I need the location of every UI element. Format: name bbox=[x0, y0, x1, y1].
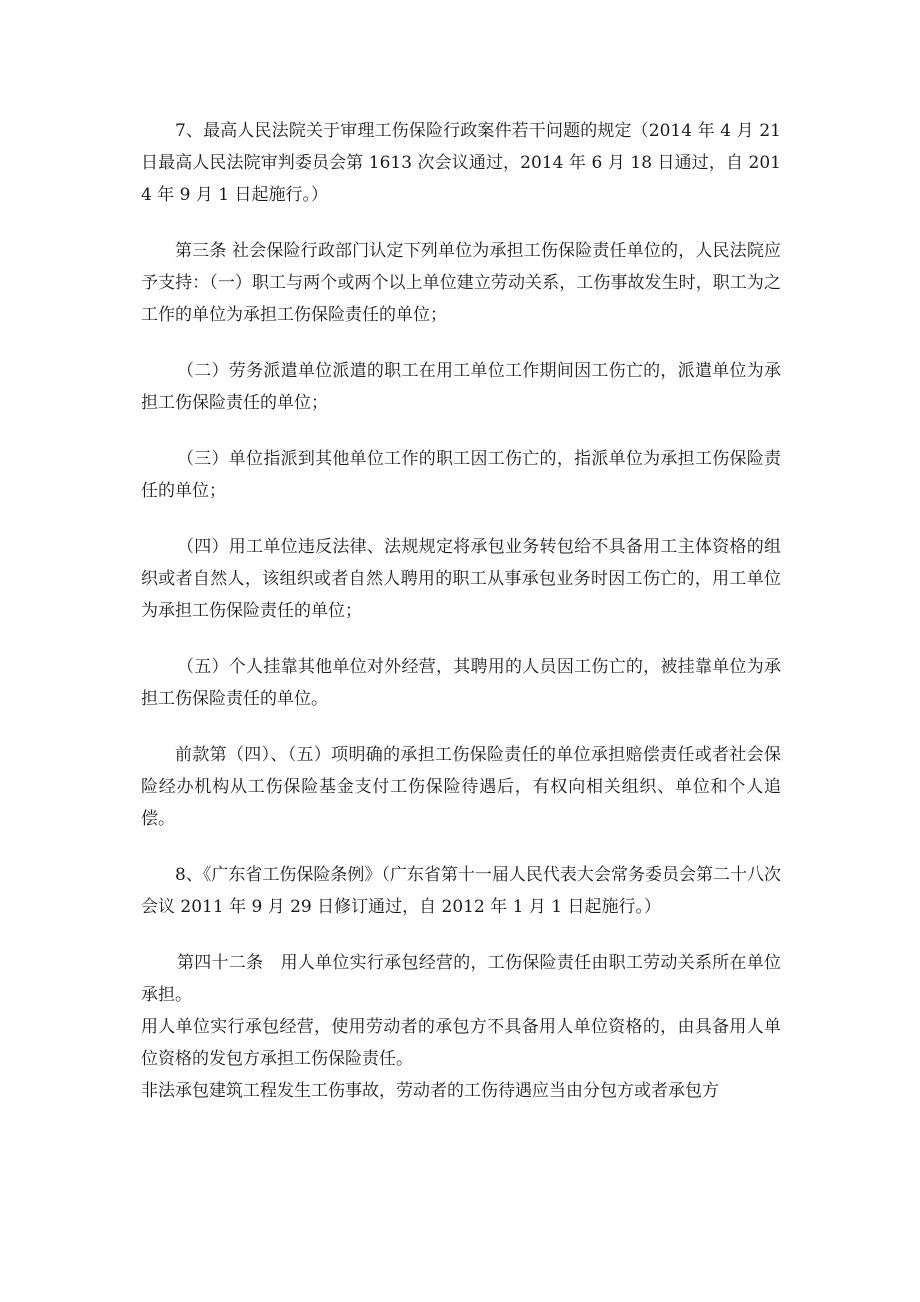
paragraph-item-3: （三）单位指派到其他单位工作的职工因工伤亡的，指派单位为承担工伤保险责任的单位； bbox=[141, 449, 781, 501]
paragraph-illegal-contracting: 非法承包建筑工程发生工伤事故，劳动者的工伤待遇应当由分包方或者承包方 bbox=[141, 1081, 719, 1101]
paragraph-regulation-8: 8、《广东省工伤保险条例》（广东省第十一届人民代表大会常务委员会第二十八次会议 2011 年 9 月 29 日修订通过，自 2012 年 1 月 1 日起施行。） bbox=[141, 865, 781, 917]
paragraph-item-5: （五）个人挂靠其他单位对外经营，其聘用的人员因工伤亡的，被挂靠单位为承担工伤保险责任的单位。 bbox=[141, 657, 781, 709]
document-page bbox=[141, 115, 781, 1107]
paragraph-article-3: 第三条 社会保险行政部门认定下列单位为承担工伤保险责任单位的，人民法院应予支持：（一）职工与两个或两个以上单位建立劳动关系，工伤事故发生时，职工为之工作的单位为承担工伤保险责任的单位； bbox=[141, 241, 781, 325]
paragraph-item-2: （二）劳务派遣单位派遣的职工在用工单位工作期间因工伤亡的，派遣单位为承担工伤保险责任的单位； bbox=[141, 361, 781, 413]
paragraph-item-4: （四）用工单位违反法律、法规规定将承包业务转包给不具备用工主体资格的组织或者自然人，该组织或者自然人聘用的职工从事承包业务时因工伤亡的，用工单位为承担工伤保险责任的单位； bbox=[141, 537, 781, 621]
paragraph-recourse: 前款第（四）、（五）项明确的承担工伤保险责任的单位承担赔偿责任或者社会保险经办机构从工伤保险基金支付工伤保险待遇后，有权向相关组织、单位和个人追偿。 bbox=[141, 745, 781, 829]
paragraph-article-42: 第四十二条 用人单位实行承包经营的，工伤保险责任由职工劳动关系所在单位承担。 bbox=[141, 953, 781, 1005]
paragraph-contracting-unit: 用人单位实行承包经营，使用劳动者的承包方不具备用人单位资格的，由具备用人单位资格的发包方承担工伤保险责任。 bbox=[141, 1017, 781, 1069]
paragraph-regulation-7: 7、最高人民法院关于审理工伤保险行政案件若干问题的规定（2014 年 4 月 21 日最高人民法院审判委员会第 1613 次会议通过，2014 年 6 月 18 日通过，自 2014 年 9 月 1 日起施行。） bbox=[141, 121, 781, 205]
